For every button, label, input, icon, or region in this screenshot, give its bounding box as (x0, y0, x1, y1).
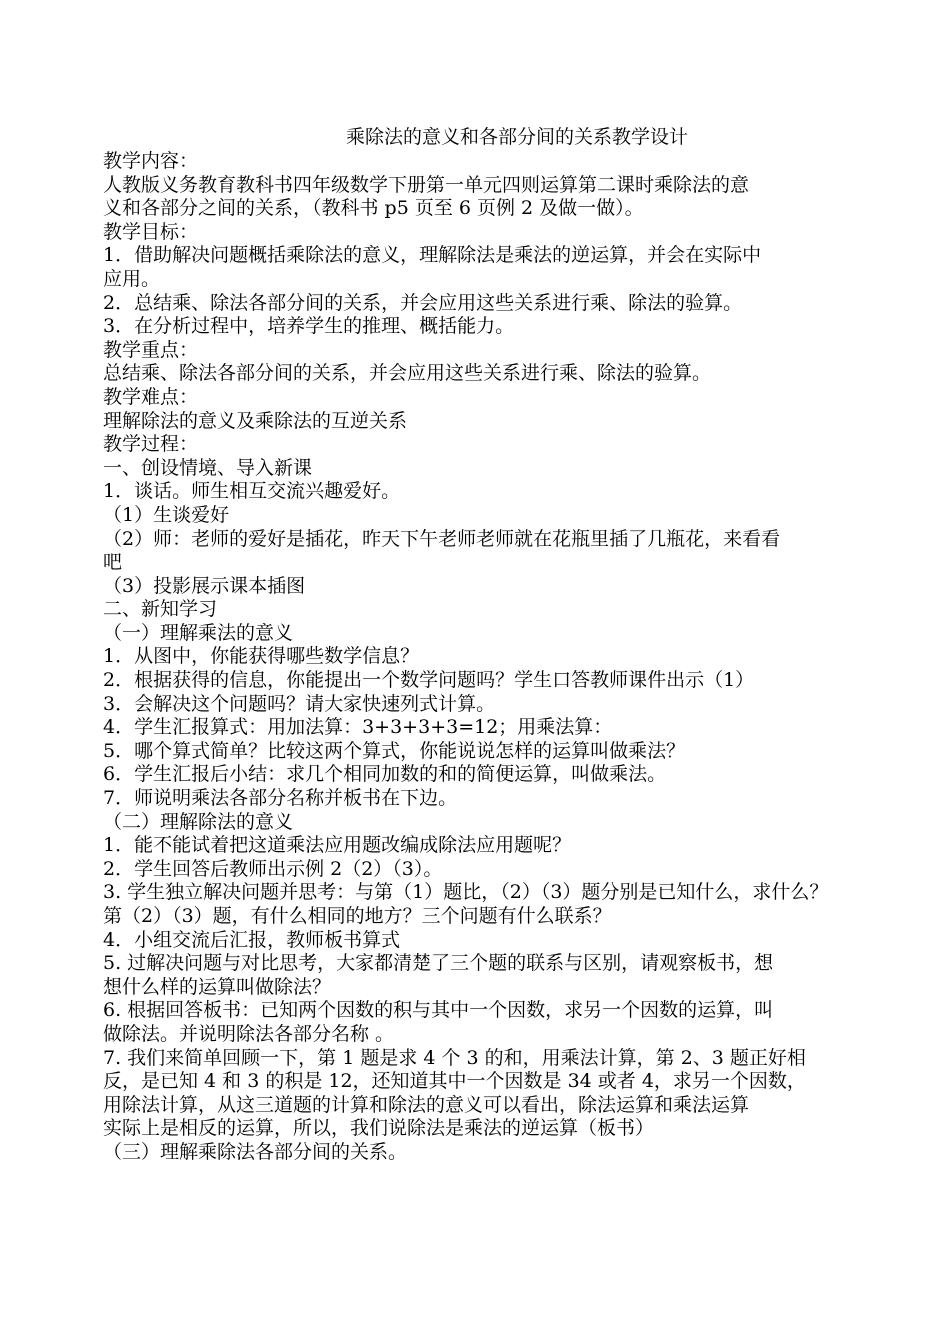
paragraph-line: 实际上是相反的运算，所以，我们说除法是乘法的逆运算（板书） (103, 1117, 655, 1140)
paragraph-line: 1．谈话。师生相互交流兴趣爱好。 (103, 480, 401, 503)
paragraph-line: 做除法。并说明除法各部分名称 。 (103, 1022, 395, 1045)
paragraph-line: 4．学生汇报算式：用加法算：3+3+3+3=12；用乘法算： (103, 716, 613, 739)
paragraph-line: （三）理解乘除法各部分间的关系。 (103, 1140, 408, 1163)
paragraph-line: 1．借助解决问题概括乘除法的意义，理解除法是乘法的逆运算，并会在实际中 (103, 244, 762, 267)
paragraph-line: 总结乘、除法各部分间的关系，并会应用这些关系进行乘、除法的验算。 (103, 362, 712, 385)
paragraph-line: （3）投影展示课本插图 (103, 574, 306, 597)
section-heading-objectives: 教学目标： (103, 220, 199, 243)
paragraph-line: 想什么样的运算叫做除法？ (103, 975, 332, 998)
paragraph-line: （1）生谈爱好 (103, 503, 230, 526)
paragraph-line: （二）理解除法的意义 (103, 810, 294, 833)
paragraph-line: 人教版义务教育教科书四年级数学下册第一单元四则运算第二课时乘除法的意 (103, 173, 750, 196)
paragraph-line: 吧 (103, 551, 123, 574)
section-heading-process: 教学过程： (103, 433, 199, 456)
section-heading-difficulties: 教学难点： (103, 385, 199, 408)
paragraph-line: 4．小组交流后汇报，教师板书算式 (103, 928, 401, 951)
paragraph-line: 二、新知学习 (103, 598, 218, 621)
document-title: 乘除法的意义和各部分间的关系教学设计 (346, 126, 689, 148)
paragraph-line: 7. 我们来简单回顾一下，第 1 题是求 4 个 3 的和，用乘法计算，第 2、3 题正好相 (103, 1046, 806, 1069)
document-body (103, 150, 873, 1165)
paragraph-line: 5. 过解决问题与对比思考，大家都清楚了三个题的联系与区别，请观察板书，想 (103, 952, 774, 975)
paragraph-line: 用除法计算，从这三道题的计算和除法的意义可以看出，除法运算和乘法运算 (103, 1093, 750, 1116)
paragraph-line: 6．学生汇报后小结：求几个相同加数的和的简便运算，叫做乘法。 (103, 763, 667, 786)
paragraph-line: 理解除法的意义及乘除法的互逆关系 (103, 409, 408, 432)
paragraph-line: （一）理解乘法的意义 (103, 621, 294, 644)
paragraph-line: 1．能不能试着把这道乘法应用题改编成除法应用题呢？ (103, 834, 572, 857)
paragraph-line: 2．根据获得的信息，你能提出一个数学问题吗？学生口答教师课件出示（1） (103, 669, 755, 692)
paragraph-line: 6. 根据回答板书：已知两个因数的积与其中一个因数，求另一个因数的运算，叫 (103, 999, 774, 1022)
paragraph-line: 2．学生回答后教师出示例 2（2）（3）。 (103, 857, 443, 880)
paragraph-line: 2．总结乘、除法各部分间的关系，并会应用这些关系进行乘、除法的验算。 (103, 291, 743, 314)
paragraph-line: 3．会解决这个问题吗？请大家快速列式计算。 (103, 692, 496, 715)
paragraph-line: 7．师说明乘法各部分名称并板书在下边。 (103, 787, 458, 810)
paragraph-line: 第（2）（3）题，有什么相同的地方？三个问题有什么联系？ (103, 905, 612, 927)
paragraph-line: （2）师：老师的爱好是插花，昨天下午老师老师就在花瓶里插了几瓶花，来看看 (103, 527, 781, 550)
paragraph-line: 3．在分析过程中，培养学生的推理、概括能力。 (103, 315, 515, 338)
paragraph-line: 反，是已知 4 和 3 的积是 12，还知道其中一个因数是 34 或者 4，求另一个因数， (103, 1070, 806, 1093)
section-heading-content: 教学内容： (103, 150, 199, 172)
paragraph-line: 义和各部分之间的关系，（教科书 p5 页至 6 页例 2 及做一做）。 (103, 197, 644, 220)
paragraph-line: 3. 学生独立解决问题并思考：与第（1）题比，（2）（3）题分别是已知什么，求什么？ (103, 881, 829, 904)
paragraph-line: 5．哪个算式简单？比较这两个算式，你能说说怎样的运算叫做乘法？ (103, 739, 686, 762)
section-heading-key-points: 教学重点： (103, 338, 199, 361)
paragraph-line: 1．从图中，你能获得哪些数学信息？ (103, 645, 420, 668)
paragraph-line: 一、创设情境、导入新课 (103, 456, 313, 479)
paragraph-line: 应用。 (103, 267, 161, 290)
